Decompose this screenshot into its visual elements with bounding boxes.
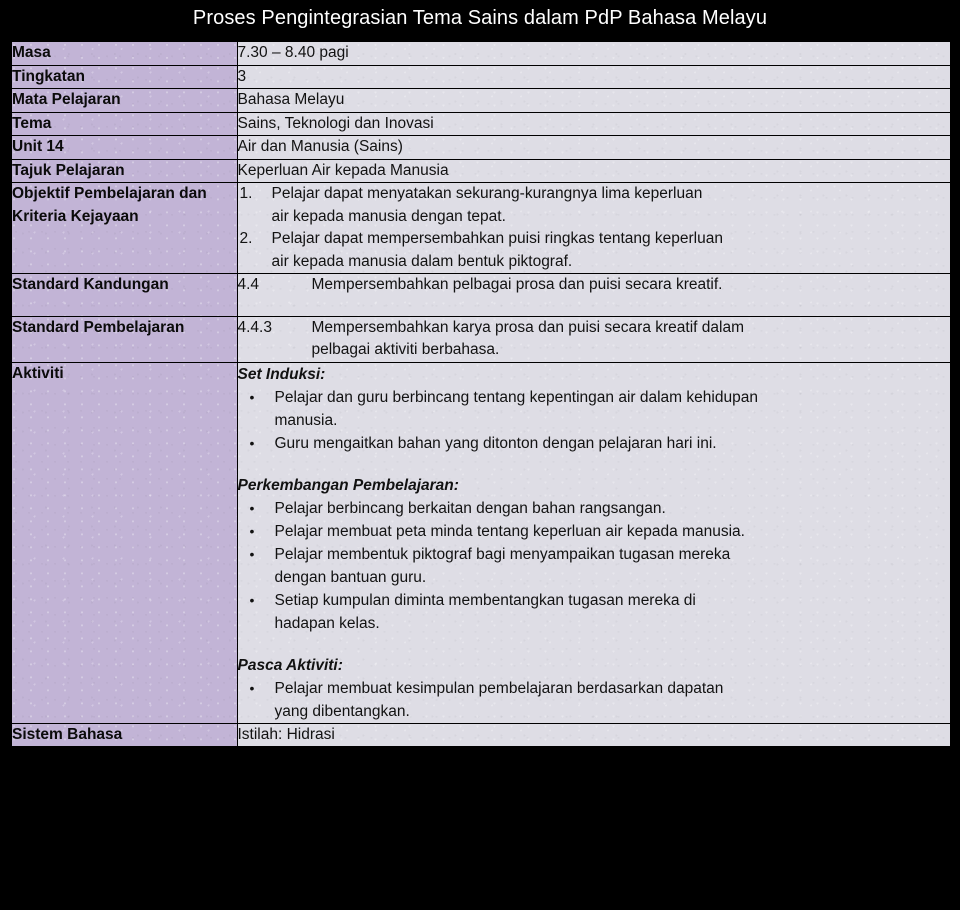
row-value-tajuk-pelajaran: Keperluan Air kepada Manusia [237,159,951,183]
row-label-mata-pelajaran: Mata Pelajaran [11,89,237,113]
row-label-tajuk-pelajaran: Tajuk Pelajaran [11,159,237,183]
table-row [11,112,951,136]
bullet-icon: • [249,499,255,516]
bullet-icon: • [249,679,255,696]
list-text-line: Pelajar membuat peta minda tentang keperluan air kepada manusia. [274,522,745,540]
row-value-standard-pembelajaran [237,316,951,362]
list-text-line: Pelajar berbincang berkaitan dengan bahan rangsangan. [274,499,666,517]
list-item [238,183,951,228]
list-item [238,543,951,589]
table-row [11,362,951,723]
row-label-standard-pembelajaran: Standard Pembelajaran [11,316,237,362]
table-row [11,65,951,89]
bullet-icon: • [249,388,255,405]
standard-kandungan-entry [238,274,951,297]
row-value-tema: Sains, Teknologi dan Inovasi [237,112,951,136]
aktiviti-bullet-list [238,497,951,635]
row-value-sistem-bahasa: Istilah: Hidrasi [237,723,951,747]
row-label-tema: Tema [11,112,237,136]
standard-text-line: Mempersembahkan karya prosa dan puisi secara kreatif dalam [311,318,744,336]
aktiviti-bullet-list [238,386,951,455]
list-item [238,432,951,455]
standard-code: 4.4 [237,276,260,293]
list-text-line: Setiap kumpulan diminta membentangkan tugasan mereka di [274,591,696,609]
list-item [238,677,951,723]
row-label-aktiviti: Aktiviti [11,362,237,723]
aktiviti-section-heading: Pasca Aktiviti: [237,656,343,674]
list-text-line: dengan bantuan guru. [274,568,427,586]
bullet-icon: • [249,591,255,608]
table-row [11,183,951,274]
bullet-icon: • [249,434,255,451]
spacer [238,635,951,654]
standard-text-line: pelbagai aktiviti berbahasa. [311,341,500,358]
row-value-masa: 7.30 – 8.40 pagi [237,41,951,65]
table-row [11,41,951,65]
row-label-unit: Unit 14 [11,136,237,160]
table-row [11,89,951,113]
table-row [11,723,951,747]
list-text-line: Pelajar dapat mempersembahkan puisi ringkas tentang keperluan [271,230,723,247]
list-text-line: air kepada manusia dengan tepat. [271,207,506,225]
row-value-aktiviti [237,362,951,723]
list-item [238,386,951,432]
list-text-line: Pelajar dan guru berbincang tentang kepentingan air dalam kehidupan [274,388,758,406]
list-item [238,589,951,635]
aktiviti-section-heading: Set Induksi: [237,365,326,383]
list-text-line: Guru mengaitkan bahan yang ditonton dengan pelajaran hari ini. [274,434,717,452]
list-text-line: Pelajar membentuk piktograf bagi menyampaikan tugasan mereka [274,545,731,563]
table-row [11,159,951,183]
list-text-line: air kepada manusia dalam bentuk piktograf. [271,252,573,270]
page-title: Proses Pengintegrasian Tema Sains dalam PdP Bahasa Melayu [192,7,768,29]
row-value-objektif [237,183,951,274]
list-item [238,520,951,543]
list-text-line: manusia. [274,411,338,429]
list-item [238,497,951,520]
list-text-line: yang dibentangkan. [274,702,410,720]
list-marker: 1. [239,185,253,202]
table-row [11,136,951,160]
row-label-standard-kandungan: Standard Kandungan [11,274,237,317]
row-label-objektif: Objektif Pembelajaran dan Kriteria Kejayaan [11,183,237,274]
row-value-standard-kandungan [237,274,951,317]
row-label-sistem-bahasa: Sistem Bahasa [11,723,237,747]
aktiviti-section-heading: Perkembangan Pembelajaran: [237,476,459,494]
list-item [238,228,951,273]
list-text-line: Pelajar dapat menyatakan sekurang-kurangnya lima keperluan [271,185,703,202]
aktiviti-bullet-list [238,677,951,723]
standard-text: Mempersembahkan pelbagai prosa dan puisi secara kreatif. [311,276,723,293]
list-marker: 2. [239,230,253,247]
row-value-unit: Air dan Manusia (Sains) [237,136,951,160]
list-text-line: hadapan kelas. [274,614,380,632]
lesson-plan-table [10,40,952,748]
spacer [238,297,951,316]
row-value-tingkatan: 3 [237,65,951,89]
row-label-masa: Masa [11,41,237,65]
table-row [11,274,951,317]
bullet-icon: • [249,522,255,539]
list-text-line: Pelajar membuat kesimpulan pembelajaran berdasarkan dapatan [274,679,724,697]
spacer [238,455,951,474]
row-label-tingkatan: Tingkatan [11,65,237,89]
standard-pembelajaran-entry [238,317,951,362]
objektif-list [238,183,951,273]
table-row [11,316,951,362]
bullet-icon: • [249,545,255,562]
row-value-mata-pelajaran: Bahasa Melayu [237,89,951,113]
standard-code: 4.4.3 [237,318,272,336]
